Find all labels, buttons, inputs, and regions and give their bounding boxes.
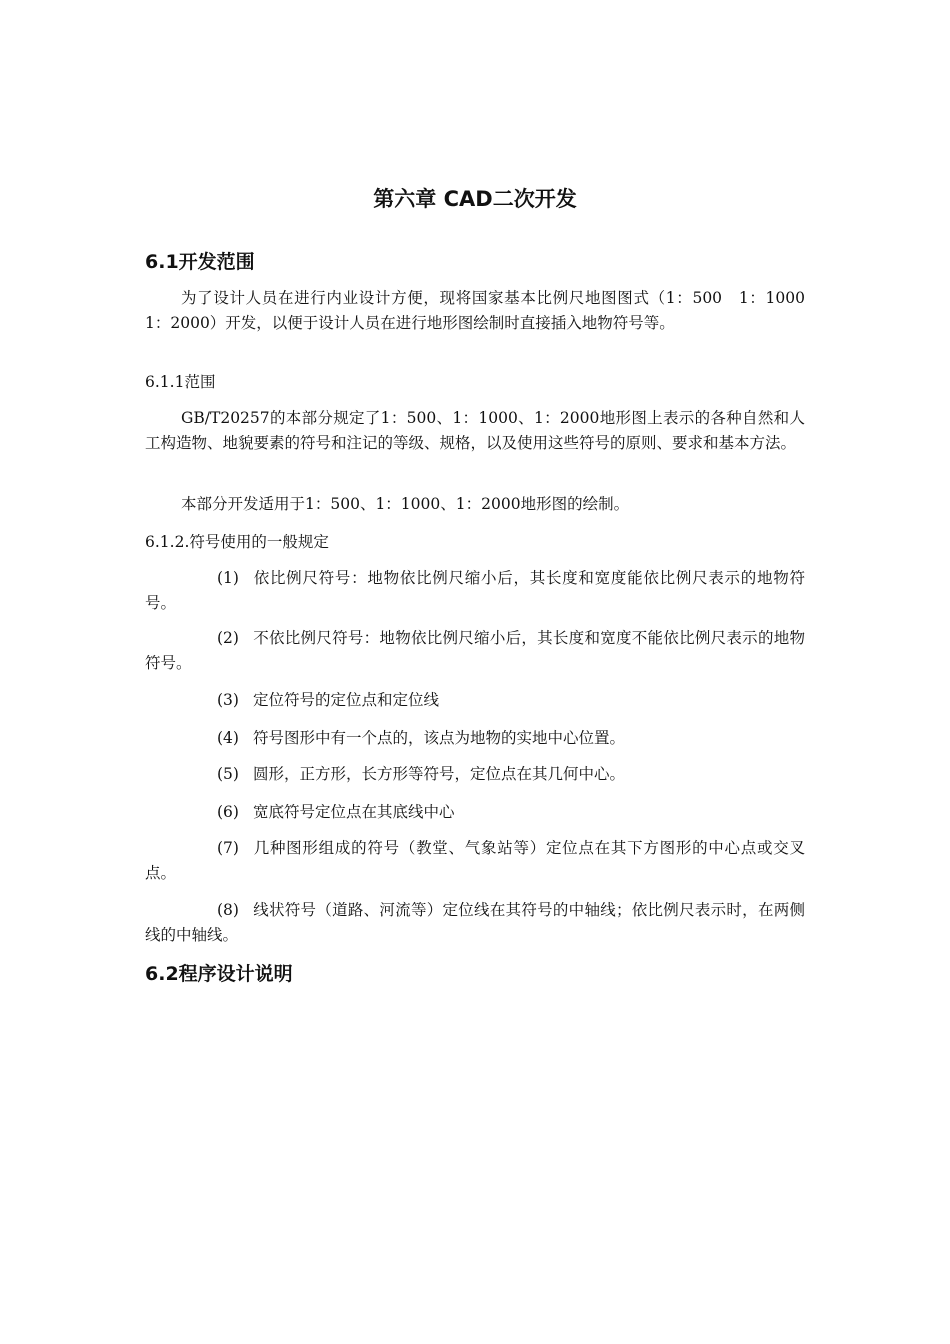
rule-item <box>145 726 805 751</box>
rule-item <box>145 762 805 787</box>
section-title-6-2: 6.2程序设计说明 <box>145 963 293 985</box>
rule-item-text: 线状符号（道路、河流等）定位线在其符号的中轴线；依比例尺表示时，在两侧线的中轴线。 <box>145 901 805 944</box>
section-title-6-1: 6.1开发范围 <box>145 251 255 273</box>
rule-item-text: 依比例尺符号：地物依比例尺缩小后，其长度和宽度能依比例尺表示的地物符号。 <box>145 569 805 612</box>
chapter-title: 第六章 CAD二次开发 <box>373 187 577 211</box>
rule-item-number: (3) <box>217 691 239 709</box>
rule-item-text: 圆形，正方形，长方形等符号，定位点在其几何中心。 <box>252 765 625 783</box>
section-intro-paragraph: 为了设计人员在进行内业设计方便，现将国家基本比例尺地图图式（1：500 1：1000 1：2000）开发，以便于设计人员在进行地形图绘制时直接插入地物符号等。 <box>145 289 821 332</box>
rule-item-number: (7) <box>217 839 239 857</box>
subsection-title-6-1-2: 6.1.2.符号使用的一般规定 <box>145 533 329 551</box>
rule-item <box>145 566 805 616</box>
rule-item-text: 符号图形中有一个点的，该点为地物的实地中心位置。 <box>252 729 625 747</box>
rule-item <box>145 800 805 825</box>
rule-item-text: 宽底符号定位点在其底线中心 <box>252 803 455 821</box>
rule-item-text: 不依比例尺符号：地物依比例尺缩小后，其长度和宽度不能依比例尺表示的地物符号。 <box>145 629 805 672</box>
rule-item <box>145 688 805 713</box>
rule-item-number: (1) <box>217 569 239 587</box>
rule-item <box>145 626 805 676</box>
rule-item <box>145 898 805 948</box>
rule-item-number: (4) <box>217 729 239 747</box>
rule-item-number: (5) <box>217 765 239 783</box>
rule-item-number: (6) <box>217 803 239 821</box>
rule-item-text: 几种图形组成的符号（教堂、气象站等）定位点在其下方图形的中心点或交叉点。 <box>145 839 805 882</box>
scope-paragraph: GB/T20257的本部分规定了1：500、1：1000、1：2000地形图上表示的各种自然和人工构造物、地貌要素的符号和注记的等级、规格，以及使用这些符号的原则、要求和基本方法。 <box>145 409 805 452</box>
subsection-title-6-1-1: 6.1.1范围 <box>145 373 216 391</box>
rule-item-number: (2) <box>217 629 239 647</box>
rule-item <box>145 836 805 886</box>
rule-item-number: (8) <box>217 901 239 919</box>
applicability-paragraph: 本部分开发适用于1：500、1：1000、1：2000地形图的绘制。 <box>181 495 630 513</box>
rule-item-text: 定位符号的定位点和定位线 <box>252 691 439 709</box>
document-page <box>145 0 821 1344</box>
